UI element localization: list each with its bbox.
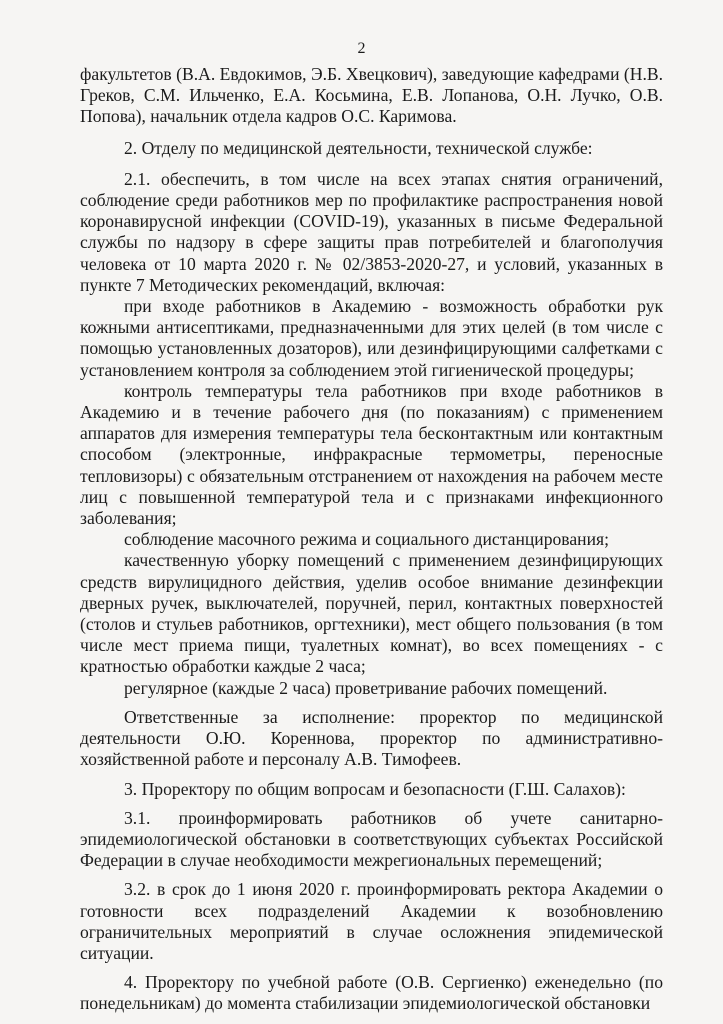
- paragraph-ventilation: регулярное (каждые 2 часа) проветривание рабочих помещений.: [124, 677, 608, 698]
- paragraph-section-3: 3. Проректору по общим вопросам и безопасности (Г.Ш. Салахов):: [124, 778, 626, 799]
- paragraph-hand-sanitizing: при входе работников в Академию - возможность обработки рук кожными антисептиками, предназначенными для этих целей (в том числе с помощью установленных дозаторов), или дезинфицирующими салфетками с установлением контроля за соблюдением этой гигиенической процедуры;: [80, 296, 663, 380]
- paragraph-mask-regime: соблюдение масочного режима и социального дистанцирования;: [124, 529, 609, 550]
- paragraph-section-4: 4. Проректору по учебной работе (О.В. Сергиенко) еженедельно (по понедельникам) до момента стабилизации эпидемиологической обстановки: [80, 972, 663, 1014]
- paragraph-3-2: 3.2. в срок до 1 июня 2020 г. проинформировать ректора Академии о готовности всех подразделений Академии к возобновлению ограничительных мероприятий в случае осложнения эпидемической ситуации.: [80, 879, 663, 963]
- paragraph-3-1: 3.1. проинформировать работников об учете санитарно-эпидемиологической обстановки в соответствующих субъектах Российской Федерации в случае необходимости межрегиональных перемещений;: [80, 807, 663, 871]
- document-body: [80, 64, 663, 1015]
- paragraph-cleaning: качественную уборку помещений с применением дезинфицирующих средств вирулицидного действия, уделив особое внимание дезинфекции дверных ручек, выключателей, поручней, перил, контактных поверхностей (столов и стульев работников, оргтехники), мест общего пользования (в том числе мест приема пищи, туалетных комнат), во всех помещениях - с кратностью обработки каждые 2 часа;: [80, 550, 663, 677]
- paragraph-continuation: факультетов (В.А. Евдокимов, Э.Б. Хвецкович), заведующие кафедрами (Н.В. Греков, С.М. Ильченко, Е.А. Косьмина, Е.В. Лопанова, О.Н. Лучко, О.В. Попова), начальник отдела кадров О.С. Каримова.: [80, 64, 663, 127]
- paragraph-section-2: 2. Отделу по медицинской деятельности, технической службе:: [124, 137, 593, 158]
- paragraph-responsible: Ответственные за исполнение: проректор по медицинской деятельности О.Ю. Кореннова, проректор по административно-хозяйственной работе и персоналу А.В. Тимофеев.: [80, 706, 663, 770]
- paragraph-temperature-control: контроль температуры тела работников при входе работников в Академию и в течение рабочего дня (по показаниям) с применением аппаратов для измерения температуры тела бесконтактным или контактным способом (электронные, инфракрасные термометры, переносные тепловизоры) с обязательным отстранением от нахождения на рабочем месте лиц с повышенной температурой тела и с признаками инфекционного заболевания;: [80, 380, 663, 529]
- page-number: 2: [357, 40, 366, 57]
- paragraph-2-1: 2.1. обеспечить, в том числе на всех этапах снятия ограничений, соблюдение среди работников мер по профилактике распространения новой коронавирусной инфекции (COVID-19), указанных в письме Федеральной службы по надзору в сфере защиты прав потребителей и благополучия человека от 10 марта 2020 г. № 02/3853-2020-27, и условий, указанных в пункте 7 Методических рекомендаций, включая:: [80, 168, 663, 295]
